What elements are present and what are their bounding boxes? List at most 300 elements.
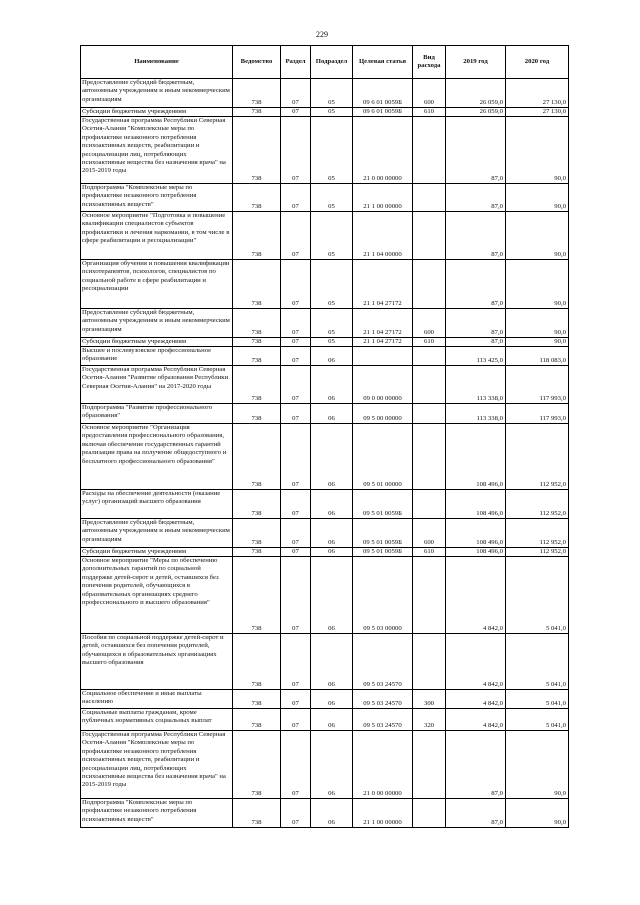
- cell-target-article-text: 09 5 03 24570: [363, 721, 402, 729]
- cell-subsection: [311, 424, 353, 490]
- cell-2019-text: 87,0: [491, 299, 503, 307]
- cell-2019: [446, 709, 506, 731]
- cell-name-text: Расходы на обеспечение деятельности (оказание услуг) организаций высшего образования: [82, 490, 221, 506]
- cell-name-text: Субсидии бюджетным учреждениям: [82, 108, 187, 115]
- cell-section: [281, 117, 311, 184]
- cell-2020-text: 118 083,0: [539, 356, 566, 364]
- cell-section-text: 07: [292, 356, 299, 364]
- cell-2019: [446, 260, 506, 309]
- cell-subsection-text: 05: [328, 250, 335, 258]
- cell-2020: [506, 79, 569, 108]
- cell-target-article-text: 21 0 00 00000: [363, 789, 402, 797]
- cell-target-article: [353, 634, 413, 690]
- cell-name: [81, 404, 233, 424]
- cell-name-text: Высшее и послевузовское профессиональное образование: [82, 347, 212, 363]
- cell-expense-type-text: 320: [423, 721, 435, 729]
- cell-name-text: Предоставление субсидий бюджетным, автономным учреждениям и иным некоммерческим организациям: [82, 309, 230, 333]
- header-section-label: Раздел: [285, 57, 306, 65]
- cell-department-text: 738: [251, 818, 262, 826]
- cell-name-text: Подпрограмма "Развитие профессионального образования": [82, 404, 213, 420]
- cell-department-text: 738: [251, 680, 262, 688]
- cell-expense-type: [413, 634, 446, 690]
- cell-target-article: [353, 548, 413, 557]
- cell-subsection: [311, 117, 353, 184]
- table-row: [81, 709, 569, 731]
- cell-2020-text: 112 952,0: [539, 509, 566, 517]
- cell-section-text: 07: [292, 538, 299, 546]
- cell-expense-type: [413, 557, 446, 634]
- cell-2019-text: 87,0: [491, 338, 503, 345]
- cell-target-article: [353, 690, 413, 709]
- cell-target-article: [353, 108, 413, 117]
- cell-name-text: Основное мероприятие "Подготовка и повышение квалификации специалистов субъектов профилактики и лечения наркомании, в том числе в сфере реабилитации и ресоциализации": [82, 212, 230, 245]
- cell-department-text: 738: [251, 538, 262, 546]
- cell-2019-text: 87,0: [491, 202, 503, 210]
- table-row: [81, 309, 569, 338]
- cell-section-text: 07: [292, 480, 299, 488]
- cell-department-text: 738: [251, 250, 262, 258]
- cell-expense-type: [413, 347, 446, 366]
- table-row: [81, 690, 569, 709]
- cell-2019: [446, 424, 506, 490]
- cell-2019-text: 26 059,0: [479, 98, 503, 106]
- cell-department: [233, 347, 281, 366]
- cell-target-article-text: 21 0 00 00000: [363, 174, 402, 182]
- cell-subsection: [311, 184, 353, 212]
- cell-subsection: [311, 519, 353, 548]
- cell-name-text: Государственная программа Республики Северная Осетия-Алания "Комплексные меры по профилактике незаконного потребления психоактивных веществ, реабилитации и ресоциализации лиц, потребляющих психоактивные вещества без назначения врача" на 2015-2019 годы: [82, 731, 226, 789]
- cell-section-text: 07: [292, 414, 299, 422]
- cell-name: [81, 709, 233, 731]
- header-expense-type-label: Вид расхода: [417, 53, 441, 69]
- cell-target-article: [353, 212, 413, 260]
- table-row: [81, 117, 569, 184]
- cell-expense-type: [413, 424, 446, 490]
- cell-2020-text: 90,0: [554, 202, 566, 210]
- cell-2019: [446, 366, 506, 404]
- cell-subsection-text: 05: [328, 328, 335, 336]
- cell-2020: [506, 347, 569, 366]
- cell-target-article: [353, 79, 413, 108]
- cell-2020-text: 5 041,0: [545, 624, 566, 632]
- table-row: [81, 212, 569, 260]
- cell-department: [233, 108, 281, 117]
- cell-target-article-text: 09 6 01 0059Б: [363, 98, 402, 106]
- cell-subsection-text: 06: [328, 414, 335, 422]
- cell-subsection-text: 05: [328, 174, 335, 182]
- cell-2020-text: 90,0: [554, 328, 566, 336]
- cell-name-text: Социальное обеспечение и иные выплаты населению: [82, 690, 202, 706]
- cell-expense-type-text: 610: [423, 338, 435, 345]
- cell-section: [281, 309, 311, 338]
- cell-name-text: Подпрограмма "Комплексные меры по профилактике незаконного потребления психоактивных веществ": [82, 799, 197, 823]
- cell-target-article: [353, 404, 413, 424]
- cell-department: [233, 799, 281, 828]
- table-header-row: [81, 46, 569, 79]
- cell-department: [233, 424, 281, 490]
- cell-department-text: 738: [251, 624, 262, 632]
- cell-department-text: 738: [251, 299, 262, 307]
- cell-department-text: 738: [251, 480, 262, 488]
- header-subsection: [311, 46, 353, 79]
- cell-subsection: [311, 548, 353, 557]
- cell-2020-text: 27 130,0: [542, 98, 566, 106]
- cell-expense-type: [413, 709, 446, 731]
- cell-2020: [506, 108, 569, 117]
- cell-expense-type: [413, 731, 446, 799]
- cell-target-article-text: 09 5 00 00000: [363, 414, 402, 422]
- cell-target-article-text: 21 1 04 27172: [363, 299, 402, 307]
- cell-subsection: [311, 260, 353, 309]
- cell-subsection: [311, 366, 353, 404]
- cell-2019-text: 87,0: [491, 328, 503, 336]
- cell-expense-type: [413, 260, 446, 309]
- cell-2020: [506, 366, 569, 404]
- cell-subsection: [311, 634, 353, 690]
- cell-section-text: 07: [292, 818, 299, 826]
- cell-2019-text: 26 059,0: [479, 108, 503, 115]
- cell-section-text: 07: [292, 789, 299, 797]
- cell-target-article: [353, 347, 413, 366]
- cell-expense-type-text: 610: [423, 548, 435, 555]
- cell-section: [281, 347, 311, 366]
- cell-2020-text: 90,0: [554, 250, 566, 258]
- cell-target-article: [353, 490, 413, 519]
- cell-subsection: [311, 557, 353, 634]
- cell-department-text: 738: [251, 721, 262, 729]
- cell-subsection-text: 05: [328, 98, 335, 106]
- cell-2020-text: 90,0: [554, 818, 566, 826]
- cell-2019-text: 4 842,0: [482, 699, 503, 707]
- cell-2020: [506, 309, 569, 338]
- cell-subsection-text: 05: [328, 338, 335, 345]
- cell-subsection-text: 06: [328, 818, 335, 826]
- cell-name: [81, 731, 233, 799]
- cell-2019: [446, 309, 506, 338]
- cell-name: [81, 490, 233, 519]
- cell-target-article-text: 09 5 01 0059Б: [363, 538, 402, 546]
- cell-section: [281, 548, 311, 557]
- cell-name-text: Социальные выплаты гражданам, кроме публичных нормативных социальных выплат: [82, 709, 212, 725]
- cell-2019: [446, 557, 506, 634]
- cell-department-text: 738: [251, 338, 262, 345]
- cell-department: [233, 690, 281, 709]
- cell-subsection-text: 06: [328, 356, 335, 364]
- budget-table: [80, 45, 569, 828]
- cell-department-text: 738: [251, 414, 262, 422]
- cell-subsection: [311, 212, 353, 260]
- cell-target-article: [353, 424, 413, 490]
- cell-2019-text: 113 338,0: [476, 394, 503, 402]
- cell-subsection-text: 06: [328, 509, 335, 517]
- cell-department-text: 738: [251, 98, 262, 106]
- header-subsection-label: Подраздел: [315, 57, 348, 65]
- cell-department-text: 738: [251, 356, 262, 364]
- cell-target-article: [353, 731, 413, 799]
- cell-target-article-text: 09 5 03 00000: [363, 624, 402, 632]
- cell-name-text: Пособия по социальной поддержке детей-сирот и детей, оставшихся без попечения родителей, обучающихся в образовательных организациях высшего образования: [82, 634, 224, 667]
- cell-section: [281, 519, 311, 548]
- cell-department-text: 738: [251, 789, 262, 797]
- cell-2020: [506, 548, 569, 557]
- cell-department: [233, 260, 281, 309]
- cell-target-article: [353, 260, 413, 309]
- cell-department-text: 738: [251, 328, 262, 336]
- cell-department-text: 738: [251, 174, 262, 182]
- header-department-label: Ведомство: [240, 57, 273, 65]
- cell-2020-text: 112 952,0: [539, 548, 566, 555]
- cell-2019: [446, 634, 506, 690]
- cell-subsection-text: 06: [328, 699, 335, 707]
- cell-department: [233, 117, 281, 184]
- page-number: 229: [316, 30, 328, 39]
- cell-target-article: [353, 557, 413, 634]
- cell-section-text: 07: [292, 299, 299, 307]
- cell-section-text: 07: [292, 699, 299, 707]
- cell-2020-text: 117 993,0: [539, 414, 566, 422]
- cell-2020: [506, 731, 569, 799]
- cell-2020: [506, 212, 569, 260]
- cell-2019-text: 108 496,0: [476, 548, 503, 555]
- cell-name: [81, 338, 233, 347]
- cell-expense-type-text: 600: [423, 538, 435, 546]
- cell-2020: [506, 557, 569, 634]
- cell-section-text: 07: [292, 328, 299, 336]
- cell-expense-type: [413, 338, 446, 347]
- cell-section-text: 07: [292, 338, 299, 345]
- cell-2019-text: 113 425,0: [476, 356, 503, 364]
- cell-section: [281, 709, 311, 731]
- cell-name: [81, 424, 233, 490]
- cell-target-article: [353, 309, 413, 338]
- cell-department: [233, 557, 281, 634]
- cell-expense-type: [413, 184, 446, 212]
- cell-target-article: [353, 338, 413, 347]
- table-row: [81, 731, 569, 799]
- cell-subsection-text: 05: [328, 108, 335, 115]
- cell-2019-text: 4 842,0: [482, 624, 503, 632]
- cell-name: [81, 212, 233, 260]
- header-2019-label: 2019 год: [463, 57, 488, 65]
- cell-subsection-text: 06: [328, 789, 335, 797]
- cell-section-text: 07: [292, 202, 299, 210]
- cell-2019-text: 113 338,0: [476, 414, 503, 422]
- header-department: [233, 46, 281, 79]
- table-row: [81, 799, 569, 828]
- cell-expense-type: [413, 490, 446, 519]
- cell-2020-text: 90,0: [554, 789, 566, 797]
- table-row: [81, 260, 569, 309]
- header-name: [81, 46, 233, 79]
- table-row: [81, 634, 569, 690]
- table-row: [81, 557, 569, 634]
- cell-name-text: Основное мероприятие "Организация предоставления профессионального образования, включая обеспечение государственных гарантий реализации права на получение общедоступного и бесплатного профессионального образования": [82, 424, 227, 465]
- cell-2020: [506, 519, 569, 548]
- cell-2019-text: 108 496,0: [476, 509, 503, 517]
- header-2020-label: 2020 год: [524, 57, 550, 65]
- cell-section-text: 07: [292, 721, 299, 729]
- cell-name-text: Предоставление субсидий бюджетным, автономным учреждениям и иным некоммерческим организациям: [82, 519, 230, 543]
- cell-expense-type: [413, 548, 446, 557]
- table-row: [81, 548, 569, 557]
- cell-subsection-text: 06: [328, 721, 335, 729]
- cell-section: [281, 366, 311, 404]
- cell-2020-text: 5 041,0: [545, 680, 566, 688]
- cell-subsection: [311, 309, 353, 338]
- cell-2019-text: 87,0: [491, 174, 503, 182]
- cell-name-text: Основное мероприятие "Меры по обеспечению дополнительных гарантий по социальной поддержке детей-сирот и детей, оставшихся без попечения родителей, обучающихся в образовательных организациях среднего профессионального и высшего образования": [82, 557, 219, 607]
- table-row: [81, 79, 569, 108]
- table-row: [81, 490, 569, 519]
- cell-section: [281, 108, 311, 117]
- cell-2020-text: 90,0: [554, 299, 566, 307]
- cell-department: [233, 404, 281, 424]
- cell-2019: [446, 404, 506, 424]
- cell-section-text: 07: [292, 98, 299, 106]
- cell-section: [281, 338, 311, 347]
- cell-department: [233, 79, 281, 108]
- cell-2019: [446, 79, 506, 108]
- cell-name: [81, 634, 233, 690]
- cell-name: [81, 548, 233, 557]
- cell-2020: [506, 424, 569, 490]
- cell-target-article-text: 21 1 04 27172: [363, 338, 402, 345]
- cell-name: [81, 347, 233, 366]
- cell-2019: [446, 799, 506, 828]
- cell-2019: [446, 548, 506, 557]
- cell-2020-text: 112 952,0: [539, 538, 566, 546]
- cell-name-text: Подпрограмма "Комплексные меры по профилактике незаконного потребления психоактивных веществ": [82, 184, 197, 208]
- cell-2020-text: 5 041,0: [545, 721, 566, 729]
- cell-department: [233, 490, 281, 519]
- cell-section: [281, 79, 311, 108]
- cell-2019: [446, 690, 506, 709]
- header-2020: [506, 46, 569, 79]
- cell-target-article: [353, 117, 413, 184]
- cell-2019: [446, 519, 506, 548]
- cell-name: [81, 557, 233, 634]
- header-target-article-label: Целевая статья: [358, 57, 407, 65]
- cell-target-article-text: 09 0 00 00000: [363, 394, 402, 402]
- cell-section-text: 07: [292, 548, 299, 555]
- cell-expense-type: [413, 309, 446, 338]
- cell-section: [281, 557, 311, 634]
- cell-subsection-text: 06: [328, 680, 335, 688]
- cell-2019-text: 4 842,0: [482, 680, 503, 688]
- cell-section-text: 07: [292, 394, 299, 402]
- cell-expense-type: [413, 799, 446, 828]
- cell-2020: [506, 338, 569, 347]
- cell-target-article-text: 09 5 01 0059Б: [363, 548, 402, 555]
- cell-target-article: [353, 184, 413, 212]
- cell-2020-text: 90,0: [554, 174, 566, 182]
- cell-2020: [506, 184, 569, 212]
- cell-target-article-text: 21 1 00 00000: [363, 202, 402, 210]
- cell-name: [81, 799, 233, 828]
- cell-2019: [446, 117, 506, 184]
- cell-2020: [506, 690, 569, 709]
- header-section: [281, 46, 311, 79]
- cell-2020: [506, 490, 569, 519]
- cell-name: [81, 366, 233, 404]
- table-row: [81, 108, 569, 117]
- cell-2019-text: 87,0: [491, 818, 503, 826]
- cell-section: [281, 634, 311, 690]
- cell-expense-type-text: 300: [423, 699, 435, 707]
- cell-section: [281, 404, 311, 424]
- cell-name-text: Государственная программа Республики Северная Осетия-Алания "Развитие образования Республики Северная Осетия-Алания" на 2017-2020 годы: [82, 366, 229, 390]
- cell-department-text: 738: [251, 394, 262, 402]
- cell-2020-text: 90,0: [554, 338, 566, 345]
- table-row: [81, 184, 569, 212]
- cell-expense-type: [413, 108, 446, 117]
- cell-subsection: [311, 79, 353, 108]
- cell-2020: [506, 404, 569, 424]
- cell-target-article-text: 09 5 01 00000: [363, 480, 402, 488]
- table-row: [81, 338, 569, 347]
- cell-name: [81, 309, 233, 338]
- cell-2019: [446, 212, 506, 260]
- cell-2019-text: 108 496,0: [476, 480, 503, 488]
- cell-department-text: 738: [251, 699, 262, 707]
- cell-target-article: [353, 366, 413, 404]
- cell-subsection: [311, 108, 353, 117]
- cell-subsection-text: 06: [328, 624, 335, 632]
- cell-target-article-text: 09 5 03 24570: [363, 699, 402, 707]
- cell-department-text: 738: [251, 108, 262, 115]
- cell-name-text: Организация обучения и повышения квалификации психотерапевтов, психологов, специалистов по социальной работе в сфере реабилитации и ресоциализации: [82, 260, 230, 293]
- cell-subsection: [311, 709, 353, 731]
- cell-subsection-text: 06: [328, 538, 335, 546]
- cell-section-text: 07: [292, 174, 299, 182]
- cell-name: [81, 519, 233, 548]
- cell-section: [281, 424, 311, 490]
- cell-department: [233, 338, 281, 347]
- cell-target-article-text: 09 5 01 0059Б: [363, 509, 402, 517]
- cell-department: [233, 548, 281, 557]
- cell-target-article: [353, 799, 413, 828]
- cell-2020-text: 112 952,0: [539, 480, 566, 488]
- cell-2019-text: 108 496,0: [476, 538, 503, 546]
- cell-expense-type: [413, 690, 446, 709]
- cell-subsection: [311, 731, 353, 799]
- cell-2020: [506, 634, 569, 690]
- cell-expense-type-text: 610: [423, 108, 435, 115]
- cell-expense-type: [413, 519, 446, 548]
- cell-expense-type: [413, 117, 446, 184]
- cell-2019: [446, 108, 506, 117]
- cell-2019: [446, 184, 506, 212]
- header-expense-type: [413, 46, 446, 79]
- cell-name: [81, 79, 233, 108]
- cell-department: [233, 366, 281, 404]
- cell-name-text: Предоставление субсидий бюджетным, автономным учреждениям и иным некоммерческим организациям: [82, 79, 230, 103]
- cell-section: [281, 212, 311, 260]
- cell-expense-type: [413, 366, 446, 404]
- table-body: [81, 79, 569, 828]
- cell-name: [81, 690, 233, 709]
- table-row: [81, 424, 569, 490]
- cell-2020-text: 27 130,0: [542, 108, 566, 115]
- cell-name: [81, 108, 233, 117]
- cell-2019: [446, 338, 506, 347]
- cell-subsection-text: 06: [328, 394, 335, 402]
- cell-2020-text: 117 993,0: [539, 394, 566, 402]
- cell-2020-text: 5 041,0: [545, 699, 566, 707]
- cell-target-article: [353, 709, 413, 731]
- cell-target-article-text: 21 1 04 00000: [363, 250, 402, 258]
- cell-2020: [506, 260, 569, 309]
